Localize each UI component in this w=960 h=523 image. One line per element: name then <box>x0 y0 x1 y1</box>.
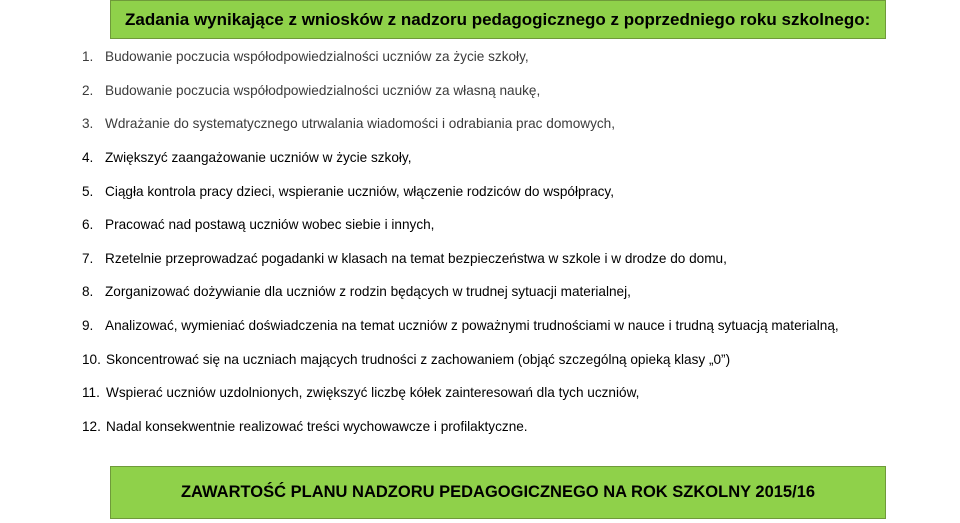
list-item-text: Zwiększyć zaangażowanie uczniów w życie szkoły, <box>105 150 412 166</box>
list-item-text: Budowanie poczucia współodpowiedzialności uczniów za życie szkoły, <box>105 49 529 65</box>
list-item <box>82 74 839 108</box>
list-item <box>82 174 839 208</box>
list-item-number: 6. <box>82 217 94 233</box>
tasks-list <box>82 40 839 443</box>
plan-header <box>110 466 886 519</box>
list-item-number: 1. <box>82 49 94 65</box>
list-item <box>82 208 839 242</box>
list-item-text: Pracować nad postawą uczniów wobec siebie i innych, <box>105 217 435 233</box>
list-item <box>82 309 839 343</box>
list-item <box>82 40 839 74</box>
list-item-number: 3. <box>82 116 94 132</box>
list-item <box>82 275 839 309</box>
section-header <box>110 0 886 39</box>
list-item <box>82 342 839 376</box>
list-item-text: Ciągła kontrola pracy dzieci, wspieranie uczniów, włączenie rodziców do współpracy, <box>105 183 614 199</box>
list-item <box>82 410 839 444</box>
list-item <box>82 107 839 141</box>
list-item-text: Skoncentrować się na uczniach mających trudności z zachowaniem (objąć szczególną opieką klasy „0”) <box>106 351 731 367</box>
list-item-number: 12. <box>82 418 101 434</box>
section-header-title: Zadania wynikające z wniosków z nadzoru pedagogicznego z poprzedniego roku szkolnego: <box>125 9 871 29</box>
list-item-number: 2. <box>82 82 94 98</box>
list-item-text: Wspierać uczniów uzdolnionych, zwiększyć liczbę kółek zainteresowań dla tych uczniów, <box>106 385 640 401</box>
list-item-number: 8. <box>82 284 94 300</box>
list-item-number: 10. <box>82 351 101 367</box>
list-item-text: Nadal konsekwentnie realizować treści wychowawcze i profilaktyczne. <box>106 418 528 434</box>
plan-header-title: ZAWARTOŚĆ PLANU NADZORU PEDAGOGICZNEGO NA ROK SZKOLNY 2015/16 <box>180 483 816 501</box>
list-item <box>82 141 839 175</box>
list-item-text: Budowanie poczucia współodpowiedzialności uczniów za własną naukę, <box>105 82 541 98</box>
list-item <box>82 376 839 410</box>
list-item <box>82 242 839 276</box>
list-item-text: Rzetelnie przeprowadzać pogadanki w klasach na temat bezpieczeństwa w szkole i w drodze do domu, <box>105 250 727 266</box>
list-item-number: 5. <box>82 183 94 199</box>
list-item-text: Zorganizować dożywianie dla uczniów z rodzin będących w trudnej sytuacji materialnej, <box>105 284 631 300</box>
list-item-number: 4. <box>82 150 94 166</box>
list-item-number: 11. <box>82 385 100 401</box>
list-item-number: 7. <box>82 250 94 266</box>
list-item-text: Wdrażanie do systematycznego utrwalania wiadomości i odrabiania prac domowych, <box>105 116 616 132</box>
list-item-text: Analizować, wymieniać doświadczenia na temat uczniów z poważnymi trudnościami w nauce i trudną sytuacją materialną, <box>105 318 839 334</box>
list-item-number: 9. <box>82 318 94 334</box>
